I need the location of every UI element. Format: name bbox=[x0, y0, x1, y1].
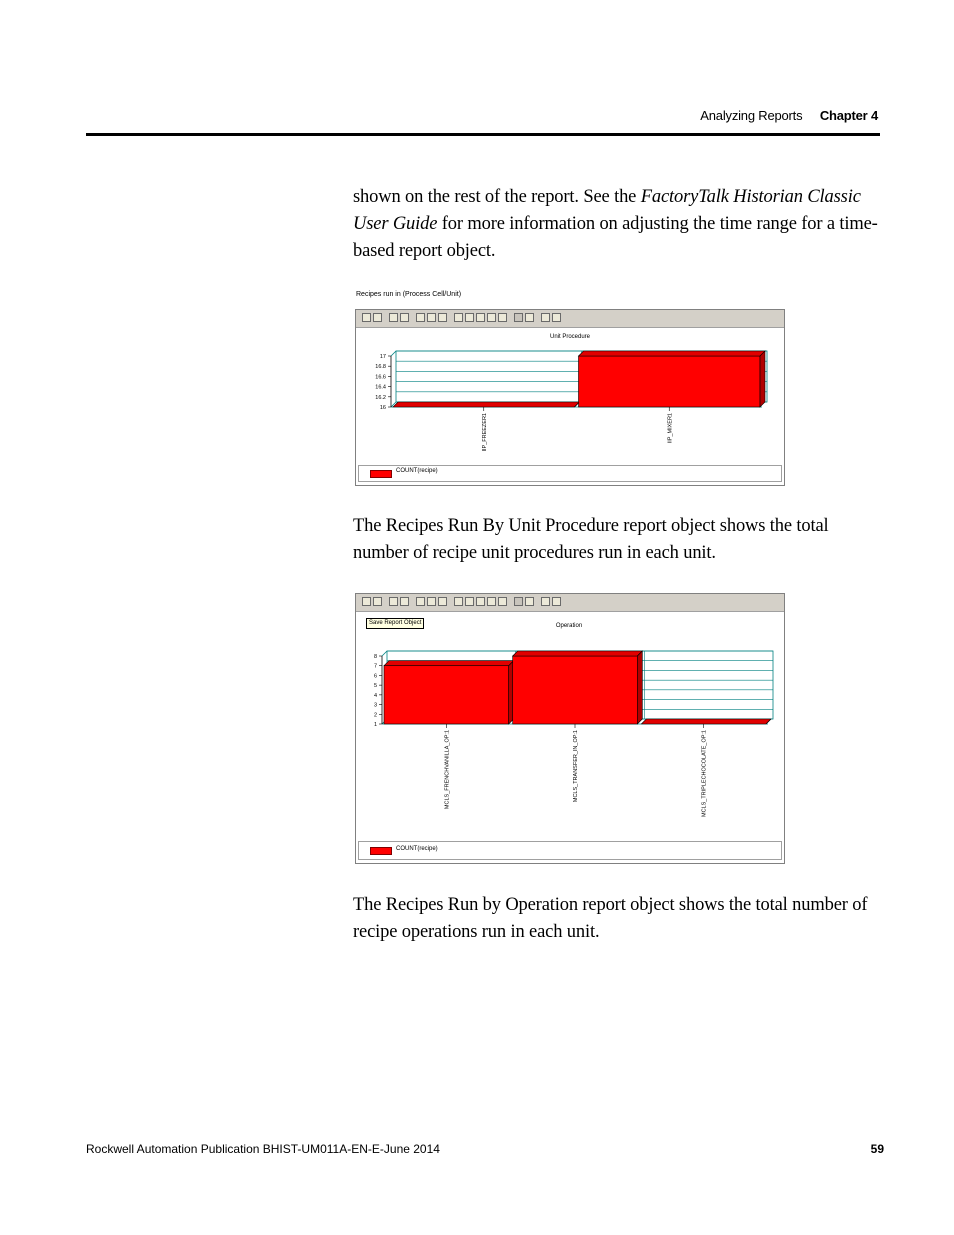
bar-side bbox=[637, 651, 642, 724]
unit-procedure-chart bbox=[356, 310, 784, 485]
header-chapter: Chapter 4 bbox=[819, 108, 878, 123]
y-tick-label: 2 bbox=[373, 712, 377, 719]
x-tick-label: MCLS_TRIPLECHOCOLATE_OP:1 bbox=[701, 730, 708, 818]
bar bbox=[579, 356, 761, 407]
bar bbox=[513, 656, 638, 724]
x-tick-label: MCLS_TRANSFER_IN_OP:1 bbox=[573, 730, 579, 803]
bar-side bbox=[760, 351, 765, 407]
bar-top bbox=[641, 719, 771, 724]
y-tick-label: 6 bbox=[373, 673, 377, 680]
page-number: 59 bbox=[870, 1142, 884, 1156]
y-tick-label: 16.4 bbox=[375, 384, 386, 391]
y-tick-label: 16 bbox=[379, 405, 386, 411]
bar-top bbox=[393, 402, 580, 407]
y-tick-label: 16.2 bbox=[375, 394, 386, 401]
footer-publication: Rockwell Automation Publication BHIST-UM011A-EN-E-June 2014 bbox=[86, 1142, 440, 1156]
y-tick-label: 17 bbox=[379, 354, 386, 360]
plot-edge bbox=[382, 651, 387, 656]
bar-top bbox=[579, 351, 766, 356]
paragraph-unit-procedure: The Recipes Run By Unit Procedure report object shows the total number of recipe unit procedures run in each unit. bbox=[353, 516, 829, 563]
unit-procedure-report-screenshot bbox=[355, 309, 785, 486]
legend-swatch bbox=[370, 847, 392, 855]
y-tick-label: 3 bbox=[373, 702, 377, 709]
guide-title: FactoryTalk Historian Classic User Guide bbox=[353, 187, 861, 234]
y-tick-label: 7 bbox=[373, 663, 377, 670]
x-tick-label: MCLS_FRENCHVANILLA_OP:1 bbox=[444, 730, 451, 810]
bar bbox=[384, 666, 509, 724]
legend-swatch bbox=[370, 470, 392, 478]
x-tick-label: IIP_MIXER1 bbox=[667, 413, 674, 444]
y-tick-label: 16.6 bbox=[375, 374, 386, 381]
paragraph-operation: The Recipes Run by Operation report object shows the total number of recipe operations run in each unit. bbox=[353, 895, 868, 942]
y-tick-label: 1 bbox=[373, 722, 377, 728]
bar-top bbox=[513, 651, 643, 656]
bar-top bbox=[384, 661, 514, 666]
operation-report-screenshot bbox=[355, 593, 785, 864]
y-tick-label: 4 bbox=[373, 692, 377, 699]
header-section: Analyzing Reports bbox=[700, 108, 803, 123]
chart-title: Unit Procedure bbox=[549, 334, 591, 340]
y-tick-label: 8 bbox=[373, 654, 377, 660]
legend-label: COUNT(recipe) bbox=[396, 846, 438, 852]
screenshot1-caption: Recipes run in (Process Cell/Unit) bbox=[356, 291, 462, 298]
y-tick-label: 5 bbox=[373, 683, 377, 690]
plot-edge bbox=[391, 351, 396, 356]
y-tick-label: 16.8 bbox=[375, 364, 386, 371]
header-rule bbox=[86, 133, 880, 136]
running-header bbox=[700, 108, 878, 123]
save-report-tooltip: Save Report Object bbox=[366, 618, 424, 629]
legend-label: COUNT(recipe) bbox=[396, 468, 438, 474]
operation-chart bbox=[356, 594, 784, 863]
chart-legend bbox=[358, 465, 782, 482]
paragraph-time-range: shown on the rest of the report. See the FactoryTalk Historian Classic User Guide for more information on adjusting the time range for a time-based report object. bbox=[353, 187, 878, 261]
chart-legend bbox=[358, 841, 782, 860]
x-tick-label: IIP_FREEZER1 bbox=[481, 413, 488, 452]
chart-title: Operation bbox=[555, 623, 583, 629]
